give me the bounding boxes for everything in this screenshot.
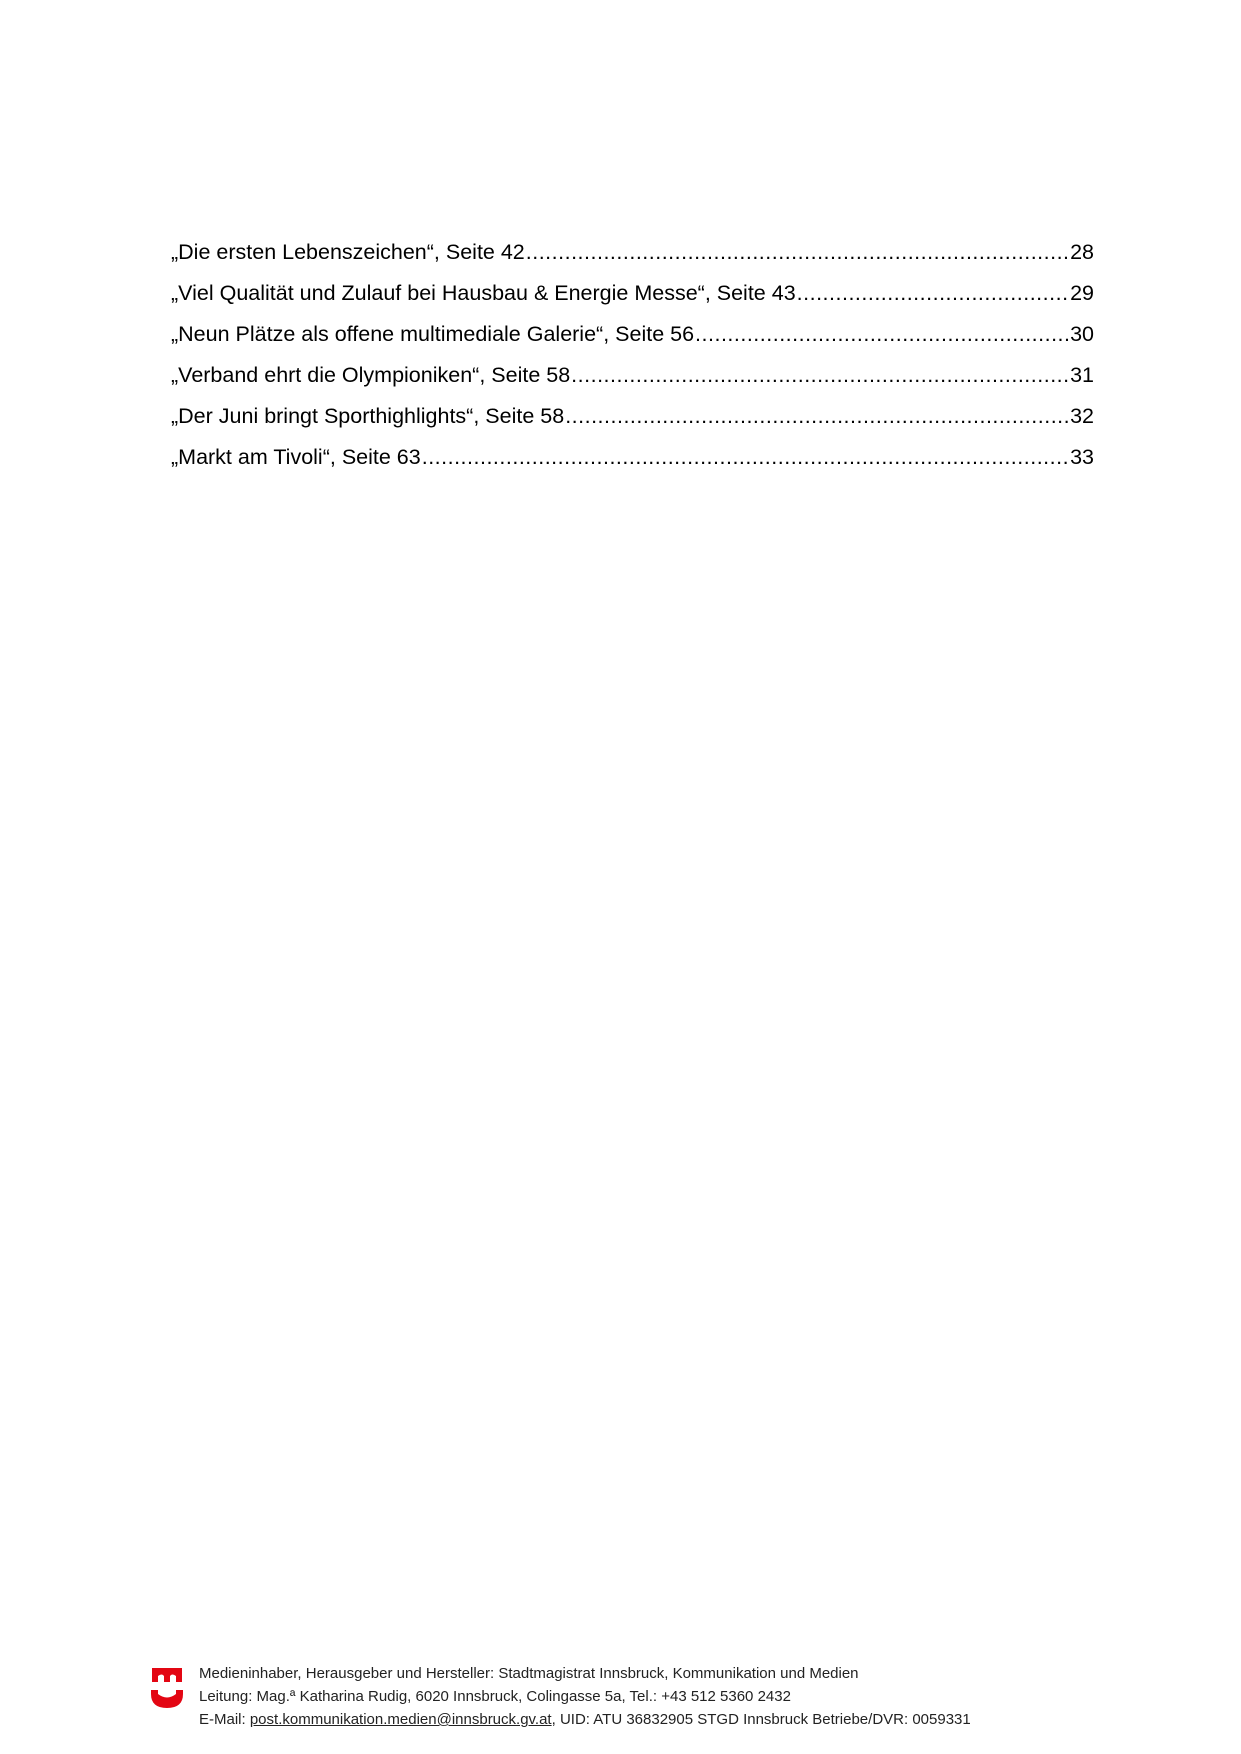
toc-entry[interactable] [171, 437, 1094, 478]
footer-email-prefix: E-Mail: [199, 1711, 250, 1728]
toc-leader-dots [695, 314, 1069, 355]
footer-contact-suffix: , UID: ATU 36832905 STGD Innsbruck Betriebe/DVR: 0059331 [551, 1711, 971, 1728]
toc-entry-page: 29 [1070, 281, 1094, 305]
toc-entry[interactable] [171, 314, 1094, 355]
page-footer [150, 1662, 1100, 1734]
toc-entry[interactable] [171, 355, 1094, 396]
toc-entry-title: „Viel Qualität und Zulauf bei Hausbau & Energie Messe“, Seite 43 [171, 281, 796, 305]
innsbruck-logo-svg [150, 1666, 184, 1710]
table-of-contents [171, 232, 1094, 478]
toc-entry-title: „Der Juni bringt Sporthighlights“, Seite 58 [171, 404, 565, 428]
toc-entry-page: 30 [1070, 322, 1094, 346]
toc-leader-dots [571, 355, 1069, 396]
toc-entry[interactable] [171, 273, 1094, 314]
footer-contact-line [199, 1708, 971, 1731]
toc-leader-dots [565, 396, 1069, 437]
footer-imprint [199, 1662, 971, 1731]
toc-entry-page: 32 [1070, 404, 1094, 428]
toc-leader-dots [526, 232, 1069, 273]
toc-entry[interactable] [171, 232, 1094, 273]
toc-entry-title: „Neun Plätze als offene multimediale Galerie“, Seite 56 [171, 322, 695, 346]
toc-entry-title: „Verband ehrt die Olympioniken“, Seite 58 [171, 363, 571, 387]
toc-entry-page: 28 [1070, 240, 1094, 264]
toc-entry[interactable] [171, 396, 1094, 437]
toc-leader-dots [797, 273, 1069, 314]
toc-entry-page: 31 [1070, 363, 1094, 387]
footer-email-link[interactable]: post.kommunikation.medien@innsbruck.gv.at [249, 1711, 552, 1728]
footer-management-line: Leitung: Mag.ª Katharina Rudig, 6020 Innsbruck, Colingasse 5a, Tel.: +43 512 5360 2432 [199, 1688, 791, 1705]
toc-leader-dots [422, 437, 1069, 478]
toc-entry-title: „Die ersten Lebenszeichen“, Seite 42 [171, 240, 525, 264]
toc-entry-title: „Markt am Tivoli“, Seite 63 [171, 445, 421, 469]
innsbruck-logo-icon [150, 1666, 184, 1710]
toc-entry-page: 33 [1070, 445, 1094, 469]
footer-publisher-line: Medieninhaber, Herausgeber und Hersteller: Stadtmagistrat Innsbruck, Kommunikation und Medien [199, 1665, 859, 1682]
